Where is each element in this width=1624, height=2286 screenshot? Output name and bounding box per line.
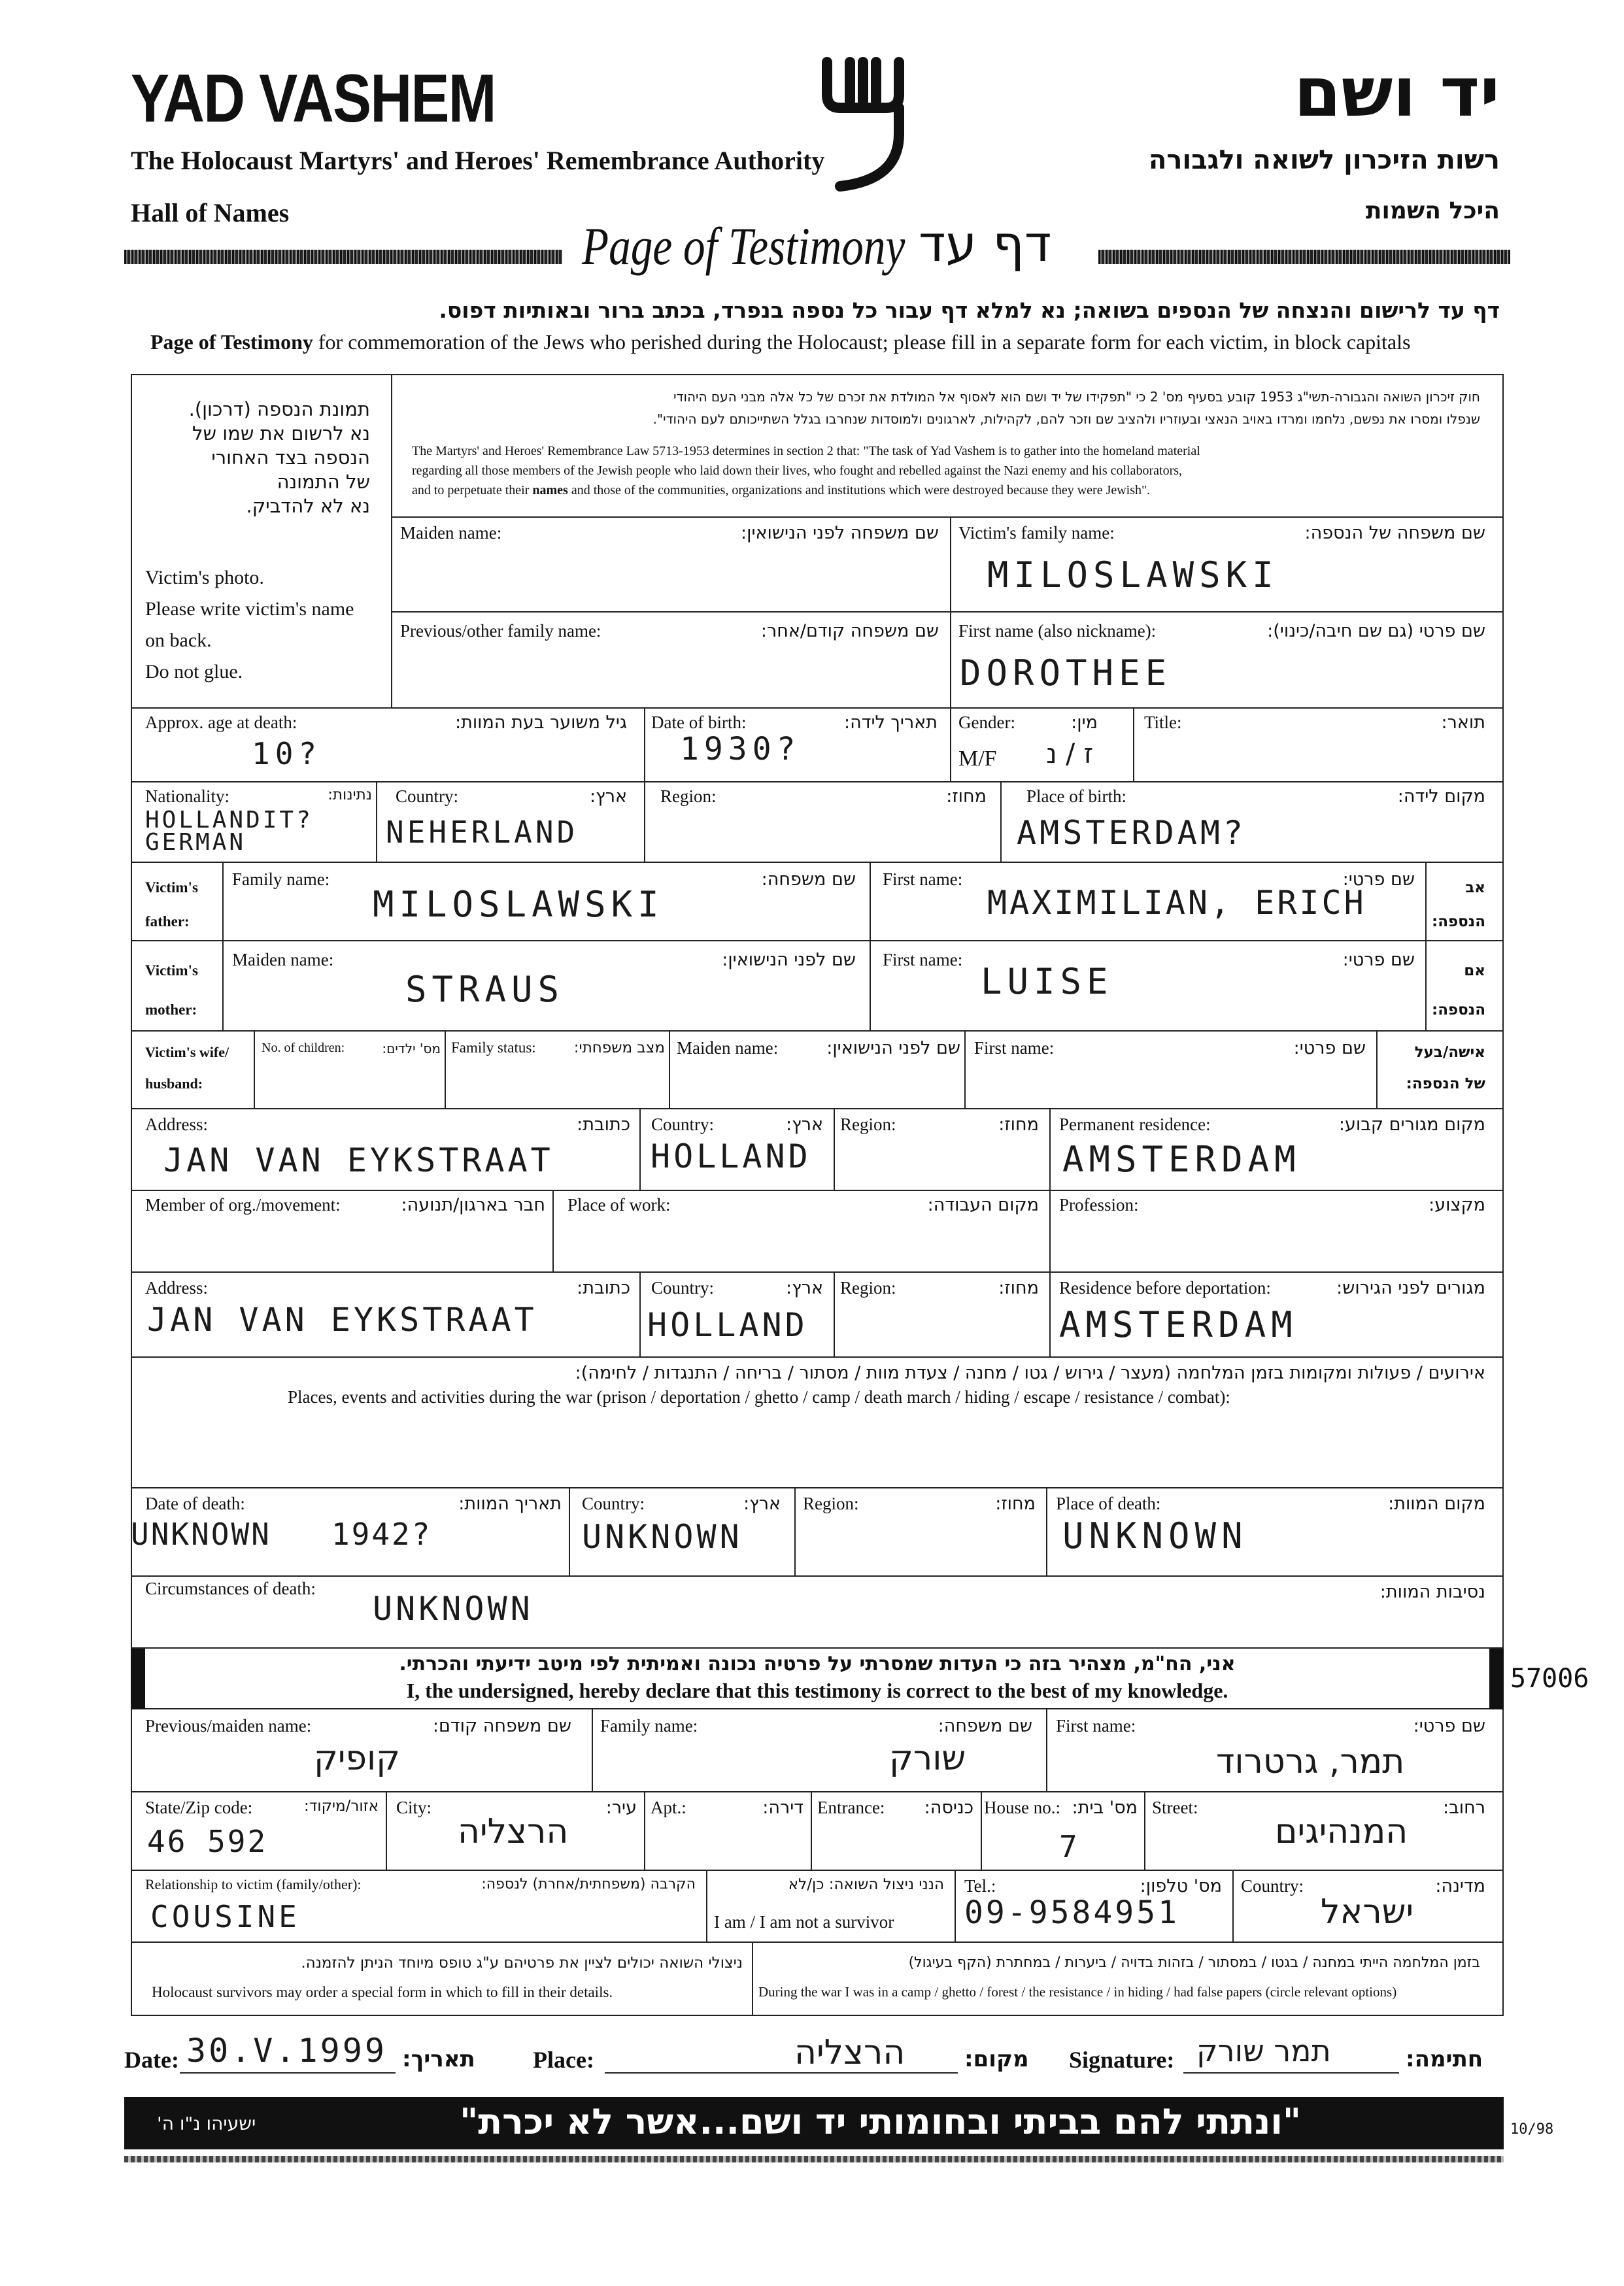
- relationship-label-he: הקרבה (משפחתית/אחרת) לנספה:: [481, 1876, 696, 1892]
- zip-label: State/Zip code:: [145, 1798, 253, 1817]
- victim-date-of-death: UNKNOWN 1942?: [131, 1517, 432, 1552]
- submitter-street: המנהיגים: [1275, 1812, 1408, 1851]
- father-first-label-he: שם פרטי:: [1342, 869, 1415, 890]
- victim-circumstances: UNKNOWN: [373, 1590, 533, 1628]
- res-before-label: Residence before deportation:: [1059, 1278, 1271, 1298]
- dob-label: Date of birth:: [651, 713, 747, 732]
- signature-label-he: חתימה:: [1406, 2046, 1483, 2072]
- title-label: Title:: [1144, 713, 1182, 732]
- during-war-he: בזמן המלחמה הייתי במחנה / בגטו / במסתור / בזהות בדויה / ביערות / במחתרת (הקף בעיגול): [908, 1955, 1480, 1971]
- address2-country-label: Country:: [651, 1278, 715, 1298]
- spouse-first-label-he: שם פרטי:: [1293, 1038, 1366, 1058]
- father-family-label-he: שם משפחה:: [761, 869, 856, 890]
- address2-label: Address:: [145, 1278, 208, 1298]
- hall-of-names-he: היכל השמות: [1365, 197, 1500, 224]
- family-status-label: Family status:: [451, 1039, 536, 1056]
- pob-label: Place of birth:: [1026, 786, 1126, 806]
- address-region-label: Region:: [840, 1115, 896, 1134]
- tel-label-he: מס' טלפון:: [1140, 1876, 1222, 1896]
- pod-label: Place of death:: [1056, 1494, 1161, 1513]
- spouse-first-label: First name:: [974, 1038, 1055, 1058]
- submitter-prev-maiden-label-he: שם משפחה קודם:: [432, 1716, 571, 1736]
- dod-label-he: תאריך המוות:: [458, 1494, 562, 1514]
- victim-family-name: MILOSLAWSKI: [987, 554, 1279, 596]
- circumstances-label: Circumstances of death:: [145, 1579, 316, 1598]
- country-label-he: ארץ:: [590, 786, 627, 807]
- spouse-maiden-label: Maiden name:: [677, 1038, 779, 1058]
- signature-label: Signature:: [1069, 2047, 1175, 2073]
- victim-dob: 1930?: [680, 731, 801, 767]
- mother-maiden-label: Maiden name:: [232, 950, 334, 969]
- maiden-name-label: Maiden name:: [400, 523, 502, 543]
- victim-address-country: HOLLAND: [651, 1137, 811, 1175]
- address2-region-label: Region:: [840, 1278, 896, 1298]
- street-label: Street:: [1152, 1798, 1198, 1817]
- region-label: Region:: [660, 786, 717, 806]
- victim-nationality: HOLLANDIT? GERMAN: [145, 807, 313, 856]
- age-label: Approx. age at death:: [145, 713, 297, 732]
- instructions-en: Page of Testimony for commemoration of the Jews who perished during the Holocaust; please fill in a separate form for each victim, in block capitals: [150, 330, 1411, 354]
- age-label-he: גיל משוער בעת המוות:: [454, 713, 627, 733]
- address2-country-label-he: ארץ:: [786, 1278, 823, 1298]
- photo-instructions-he: תמונת הנספה (דרכון). נא לרשום את שמו של הנספה בצד האחורי של התמונה נא לא להדביק.: [188, 398, 370, 517]
- title-band-right: [1098, 250, 1510, 264]
- submitter-relationship: COUSINE: [150, 1899, 300, 1934]
- title-label-he: תואר:: [1441, 713, 1485, 733]
- date-label-he: תאריך:: [402, 2046, 475, 2072]
- house-label: House no.:: [984, 1798, 1060, 1817]
- submitter-country-label-he: מדינה:: [1435, 1876, 1485, 1896]
- address-country-label-he: ארץ:: [786, 1115, 823, 1135]
- during-war-en: During the war I was in a camp / ghetto / forest / the resistance / in hiding / had false papers (circle relevant options): [758, 1984, 1397, 2000]
- profession-label: Profession:: [1059, 1195, 1139, 1215]
- org-name-en: YAD VASHEM: [131, 61, 496, 137]
- footer-place: הרצליה: [794, 2033, 905, 2072]
- place-label-he: מקום:: [964, 2046, 1029, 2072]
- quote-ref: ישעיהו נ"ו ה': [157, 2113, 256, 2134]
- survivors-note-he: ניצולי השואה יכולים לציין את פרטיהם ע"ג טופס מיוחד הניתן להזמנה.: [301, 1955, 743, 1972]
- submitter-first-name: תמר, גרטרוד: [1216, 1742, 1405, 1781]
- street-label-he: רחוב:: [1443, 1798, 1485, 1818]
- form-code: 10/98: [1510, 2121, 1554, 2138]
- death-region-label: Region:: [803, 1494, 859, 1513]
- prev-family-name-label: Previous/other family name:: [400, 621, 601, 641]
- mother-first-label: First name:: [883, 950, 963, 969]
- victim-residence-before: AMSTERDAM: [1059, 1304, 1298, 1345]
- father-first-name: MAXIMILIAN, ERICH: [987, 884, 1366, 922]
- victim-address-2-country: HOLLAND: [647, 1306, 808, 1344]
- father-first-label: First name:: [883, 869, 963, 889]
- gender-label-he: מין:: [1071, 713, 1098, 733]
- address2-label-he: כתובת:: [577, 1278, 630, 1298]
- address-country-label: Country:: [651, 1115, 715, 1134]
- death-country-label-he: ארץ:: [743, 1494, 781, 1514]
- authority-he: רשות הזיכרון לשואה ולגבורה: [1148, 145, 1500, 175]
- footer-date: 30.V.1999: [186, 2032, 387, 2070]
- mother-first-name: LUISE: [981, 961, 1113, 1002]
- dod-label: Date of death:: [145, 1494, 245, 1513]
- law-text-en: The Martyrs' and Heroes' Remembrance Law 5713-1953 determines in section 2 that: "The task of Yad Vashem is to gather into the homeland material regarding all those members of the Jewish people who laid down their lives, who fought and rebelled against the Nazi enemy and his collaborators, and to perpetuate their names and those of the communities, organizations and institutions which were destroyed because they were Jewish".: [412, 444, 1200, 497]
- title-band-left: [124, 250, 562, 264]
- victim-age: 10?: [252, 736, 322, 771]
- dob-label-he: תאריך לידה:: [843, 713, 938, 733]
- nationality-label-he: נתינות:: [328, 786, 372, 803]
- city-label: City:: [396, 1798, 432, 1817]
- apt-label: Apt.:: [651, 1798, 686, 1817]
- victim-country-of-death: UNKNOWN: [582, 1518, 743, 1556]
- spouse-row-label: Victim's wife/ husband:: [145, 1044, 229, 1092]
- pod-label-he: מקום המוות:: [1388, 1494, 1485, 1514]
- perm-residence-label-he: מקום מגורים קבוע:: [1338, 1115, 1485, 1135]
- date-label: Date:: [124, 2047, 179, 2073]
- hall-of-names-en: Hall of Names: [131, 198, 290, 227]
- first-name-label-he: שם פרטי (גם שם חיבה/כינוי):: [1267, 621, 1485, 641]
- city-label-he: עיר:: [605, 1798, 637, 1818]
- profession-label-he: מקצוע:: [1429, 1195, 1485, 1215]
- submitter-prev-maiden-label: Previous/maiden name:: [145, 1716, 312, 1736]
- family-name-label: Victim's family name:: [958, 523, 1115, 543]
- submitter-country-label: Country:: [1241, 1876, 1304, 1896]
- mother-maiden-label-he: שם לפני הנישואין:: [722, 950, 856, 970]
- submitter-first-label-he: שם פרטי:: [1413, 1716, 1485, 1736]
- member-label-he: חבר בארגון/תנועה:: [401, 1195, 545, 1215]
- gender-label: Gender:: [958, 713, 1015, 732]
- events-label-en: Places, events and activities during the war (prison / deportation / ghetto / camp / death march / hiding / escape / resistance / combat):: [288, 1387, 1230, 1407]
- place-label: Place:: [533, 2047, 594, 2073]
- victim-country: NEHERLAND: [386, 815, 579, 850]
- victim-address: JAN VAN EYKSTRAAT: [163, 1141, 554, 1179]
- instructions-he: דף עד לרישום והנצחה של הנספים בשואה; נא למלא דף עבור כל נספה בנפרד, בכתב ברור ובאותיות דפוס.: [439, 297, 1500, 323]
- submitter-first-label: First name:: [1056, 1716, 1136, 1736]
- victim-address-2: JAN VAN EYKSTRAAT: [147, 1301, 537, 1339]
- survivor-label-he: הנני ניצול השואה: כן/לא: [788, 1876, 944, 1893]
- work-label: Place of work:: [567, 1195, 671, 1215]
- declaration-en: I, the undersigned, hereby declare that this testimony is correct to the best of my knowledge.: [406, 1679, 1228, 1702]
- submitter-zip: 46 592: [147, 1824, 268, 1859]
- mother-row-label-he: אם הנספה:: [1432, 962, 1485, 1018]
- tel-label: Tel.:: [964, 1876, 996, 1896]
- perm-residence-label: Permanent residence:: [1059, 1115, 1211, 1134]
- submitter-prev-maiden: קופיק: [314, 1739, 401, 1778]
- victim-place-of-birth: AMSTERDAM?: [1017, 814, 1247, 852]
- entrance-label-he: כניסה:: [924, 1798, 973, 1818]
- address-label-he: כתובת:: [577, 1115, 630, 1135]
- prev-family-name-label-he: שם משפחה קודם/אחר:: [760, 621, 939, 641]
- relationship-label: Relationship to victim (family/other):: [145, 1876, 362, 1892]
- region-label-he: מחוז:: [946, 786, 987, 807]
- page-title-he: דף עד: [919, 214, 1052, 273]
- res-before-label-he: מגורים לפני הגירוש:: [1336, 1278, 1485, 1298]
- yad-vashem-logo: [814, 56, 912, 206]
- submitter-country: ישראל: [1321, 1892, 1414, 1932]
- entrance-label: Entrance:: [817, 1798, 885, 1817]
- authority-en: The Holocaust Martyrs' and Heroes' Remembrance Authority: [131, 146, 825, 175]
- mother-maiden-name: STRAUS: [405, 969, 565, 1010]
- submitter-family-name: שורק: [889, 1739, 966, 1778]
- children-label: No. of children:: [262, 1041, 345, 1055]
- children-label-he: מס' ילדים:: [382, 1041, 441, 1056]
- org-name-he: יד ושם: [1294, 52, 1500, 132]
- survivors-note-en: Holocaust survivors may order a special form in which to fill in their details.: [152, 1984, 613, 2000]
- maiden-name-label-he: שם משפחה לפני הנישואין:: [741, 523, 939, 543]
- events-label-he: אירועים / פעולות ומקומות בזמן המלחמה (מעצר / גירוש / גטו / מחנה / צעדת מוות / מסתור / בריחה / התנגדות / לחימה):: [575, 1363, 1485, 1383]
- father-family-label: Family name:: [232, 869, 330, 889]
- victim-permanent-residence: AMSTERDAM: [1062, 1139, 1301, 1180]
- nationality-label: Nationality:: [145, 786, 229, 806]
- submitter-tel: 09-9584951: [964, 1894, 1179, 1931]
- law-text-he: חוק זיכרון השואה והגבורה-תשי"ג 1953 קובע בסעיף מס' 2 כי "תפקידו של יד ושם הוא לאסוף אל המולדת את זכרם של כל אלה מבני העם היהודי שנפלו ומסרו את נפשם, נלחמו ומרדו באויב הנאצי ובעוזריו ולהציב שם וזכר להם, לקהילות, לארגונים ולמוסדות שנחרבו בגלל השתייכותם לעם היהודי".: [652, 389, 1480, 427]
- gender-options: M/F: [958, 747, 997, 771]
- pob-label-he: מקום לידה:: [1397, 786, 1485, 807]
- death-region-label-he: מחוז:: [995, 1494, 1036, 1514]
- circumstances-label-he: נסיבות המוות:: [1379, 1582, 1485, 1602]
- gender-mark: ז / נ: [1046, 737, 1094, 769]
- spouse-row-label-he: אישה/בעל של הנספה:: [1406, 1044, 1485, 1092]
- country-label: Country:: [396, 786, 459, 806]
- spouse-maiden-label-he: שם לפני הנישואין:: [826, 1038, 960, 1058]
- mother-first-label-he: שם פרטי:: [1342, 950, 1415, 970]
- family-status-label-he: מצב משפחתי:: [573, 1039, 665, 1056]
- mother-row-label: Victim's mother:: [145, 962, 198, 1018]
- submitter-family-label: Family name:: [600, 1716, 698, 1736]
- submitter-city: הרצליה: [458, 1812, 569, 1851]
- address2-region-label-he: מחוז:: [998, 1278, 1039, 1298]
- father-family-name: MILOSLAWSKI: [373, 884, 664, 925]
- survivor-label-en: I am / I am not a survivor: [714, 1912, 894, 1932]
- zip-label-he: אזור/מיקוד:: [304, 1798, 379, 1815]
- family-name-label-he: שם משפחה של הנספה:: [1304, 523, 1485, 543]
- father-row-label-he: אב הנספה:: [1432, 879, 1485, 930]
- side-note: 57006: [1510, 1664, 1589, 1694]
- victim-first-name: DOROTHEE: [960, 652, 1172, 694]
- father-row-label: Victim's father:: [145, 879, 198, 930]
- page-title-en: Page of Testimony: [582, 216, 905, 276]
- photo-instructions-en: Victim's photo. Please write victim's name on back. Do not glue.: [145, 567, 354, 682]
- house-label-he: מס' בית:: [1072, 1798, 1138, 1818]
- bottom-edge-band: [124, 2156, 1504, 2162]
- declaration-he: אני, הח"מ, מצהיר בזה כי העדות שמסרתי על פרטיה נכונה ואמיתית לפי מיטב ידיעתי והכרתי.: [399, 1653, 1236, 1675]
- member-label: Member of org./movement:: [145, 1195, 341, 1215]
- submitter-house-no: 7: [1059, 1829, 1083, 1864]
- work-label-he: מקום העבודה:: [927, 1195, 1039, 1215]
- quote-text: "ונתתי להם בביתי ובחומותי יד ושם...אשר לא יכרת": [460, 2101, 1301, 2142]
- address-label: Address:: [145, 1115, 208, 1134]
- victim-place-of-death: UNKNOWN: [1062, 1515, 1248, 1556]
- submitter-family-label-he: שם משפחה:: [938, 1716, 1032, 1736]
- apt-label-he: דירה:: [762, 1798, 804, 1818]
- address-region-label-he: מחוז:: [998, 1115, 1039, 1135]
- footer-signature: תמר שורק: [1196, 2033, 1331, 2068]
- death-country-label: Country:: [582, 1494, 645, 1513]
- first-name-label: First name (also nickname):: [958, 621, 1157, 641]
